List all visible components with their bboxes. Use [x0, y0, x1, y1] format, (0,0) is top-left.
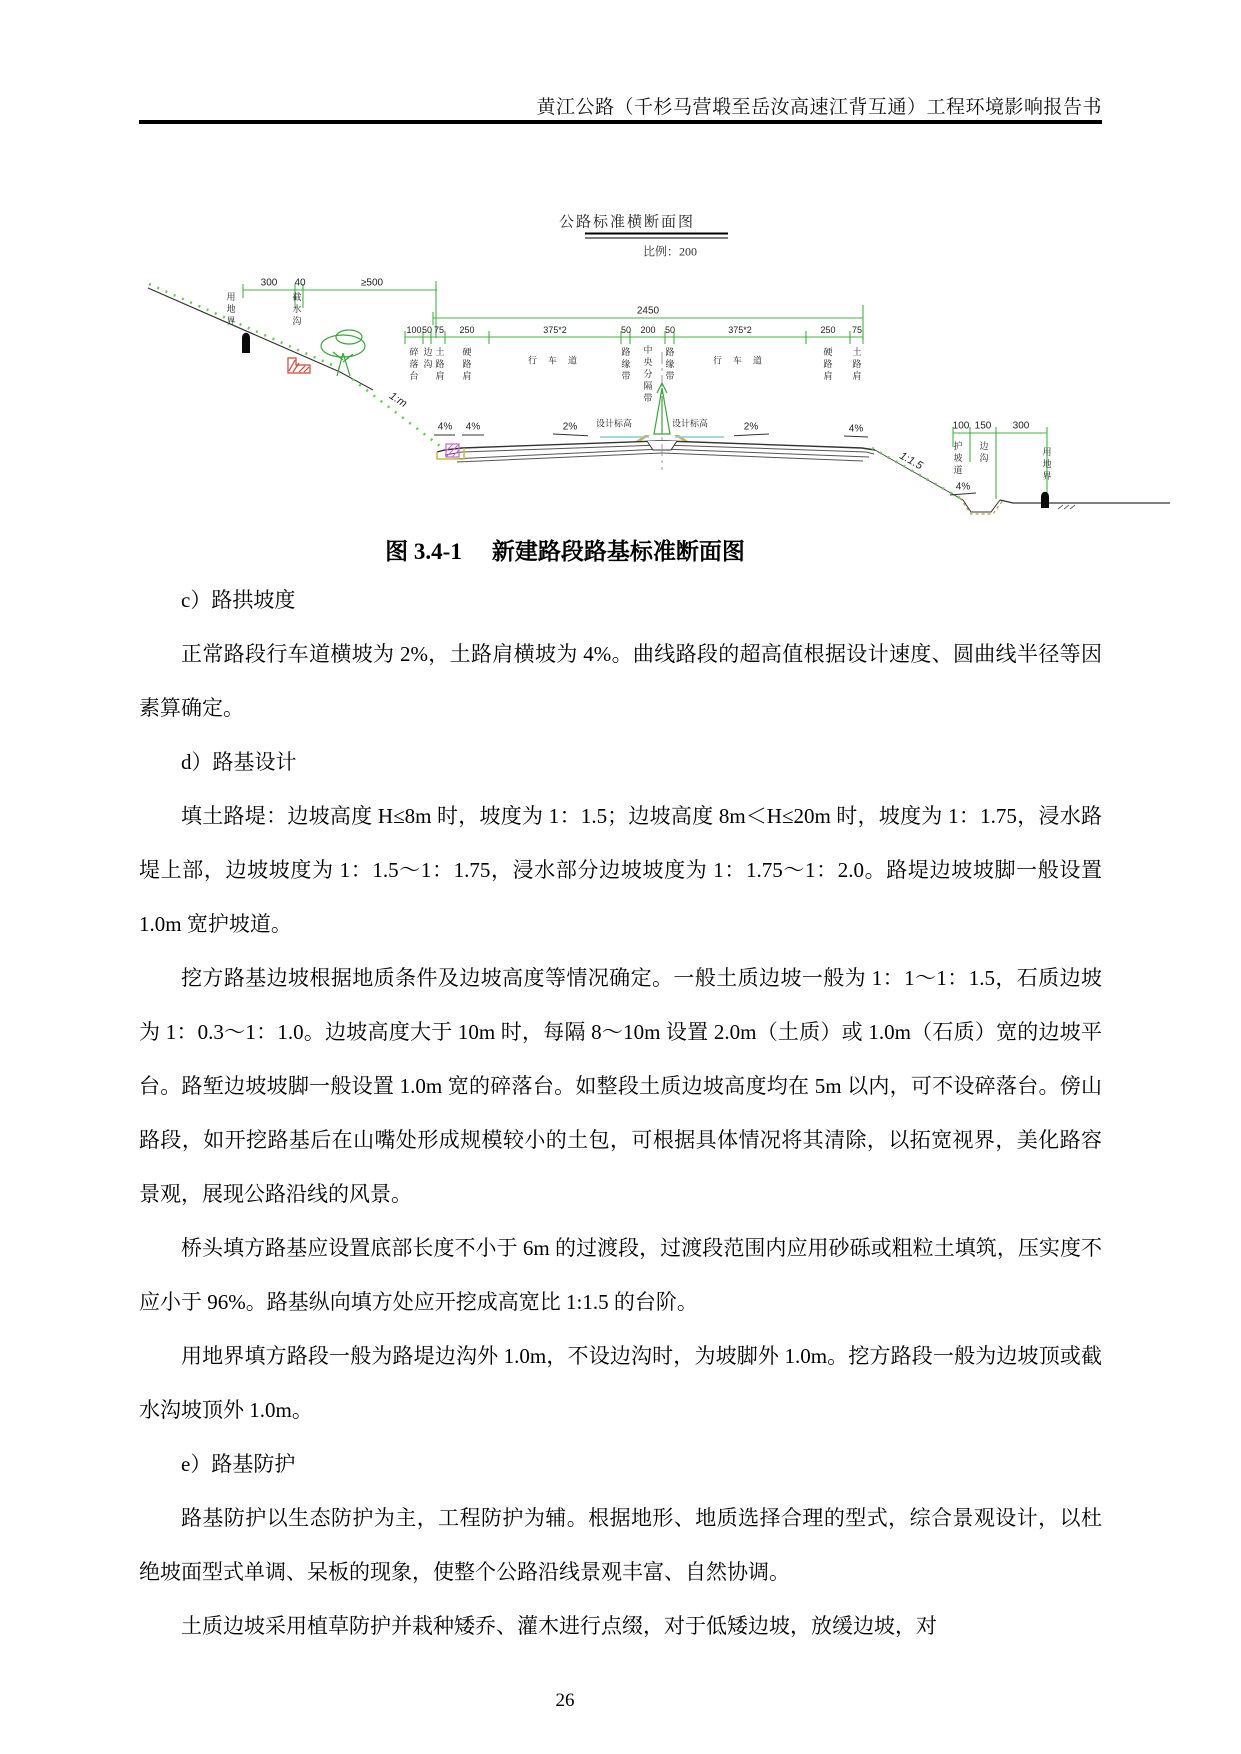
- paragraph: 挖方路基边坡根据地质条件及边坡高度等情况确定。一般土质边坡一般为 1：1～1：1.5，石质边坡为 1：0.3～1：1.0。边坡高度大于 10m 时，每隔 8～10m 设置 2.0m（土质）或 1.0m（石质）宽的边坡平台。路堑边坡坡脚一般设置 1.0m 宽的碎落台。如整段土质边坡高度均在 5m 以内，可不设碎落台。傍山路段，如开挖路基后在山嘴处形成规模较小的土包，可根据具体情况将其清除，以拓宽视界，美化路容景观，展现公路沿线的风景。: [139, 966, 1102, 1206]
- dim-label: 200: [640, 325, 656, 335]
- label-hard-shoulder-left: 硬路肩: [461, 347, 472, 383]
- label-median: 中央分隔带: [642, 345, 653, 405]
- natural-ground-left: [148, 284, 373, 390]
- section-heading-e: e）路基防护: [181, 1452, 296, 1476]
- paragraph: 用地界填方路段一般为路堤边沟外 1.0m，不设边沟时，为坡脚外 1.0m。挖方路段一般为边坡顶或截水沟坡顶外 1.0m。: [139, 1344, 1102, 1422]
- label-right-of-way-right: 用地界: [1041, 447, 1052, 483]
- label-hard-shoulder-right: 硬路肩: [822, 347, 833, 383]
- dim-label: 50: [421, 325, 433, 335]
- paragraph: 桥头填方路基应设置底部长度不小于 6m 的过渡段，过渡段范围内应用砂砾或粗粒土填筑，压实度不应小于 96%。路基纵向填方处应开挖成高宽比 1:1.5 的台阶。: [139, 1236, 1102, 1314]
- dim-label: 75: [433, 325, 445, 335]
- dim-label-total: 2450: [636, 305, 660, 317]
- dim-label: 50: [664, 325, 676, 335]
- intercept-ditch: [288, 358, 310, 373]
- dim-label: 375*2: [728, 325, 752, 335]
- page-header-title: 黄江公路（千杉马营塅至岳汝高速江背互通）工程环境影响报告书: [536, 97, 1102, 118]
- dim-label: 75: [851, 325, 863, 335]
- tree: [321, 330, 365, 376]
- dim-label: 300: [260, 277, 278, 289]
- paragraph: 路基防护以生态防护为主，工程防护为辅。根据地形、地质选择合理的型式，综合景观设计，以杜绝坡面型式单调、呆板的现象，使整个公路沿线景观丰富、自然协调。: [139, 1506, 1102, 1584]
- section-heading-d: d）路基设计: [181, 750, 297, 774]
- label-marginal-strip-right: 路缘带: [664, 347, 675, 383]
- label-debris-platform: 碎落台: [408, 347, 419, 383]
- dim-label: 150: [974, 420, 992, 432]
- label-intercept-ditch: 截水沟: [291, 292, 302, 328]
- label-slope-protection-path: 护坡道: [952, 441, 963, 477]
- dim-label: 100: [952, 420, 970, 432]
- dim-label: 50: [620, 325, 632, 335]
- label-design-elevation-left: 设计标高: [595, 418, 633, 429]
- label-design-elevation-right: 设计标高: [671, 418, 709, 429]
- slope-4pct: 4%: [465, 421, 481, 433]
- body-text: [139, 573, 1102, 1653]
- page-number: 26: [555, 1690, 575, 1711]
- dim-label: 250: [459, 325, 475, 335]
- fill-slope: [872, 448, 963, 500]
- dim-label: ≥500: [360, 277, 384, 289]
- dim-label: 100: [406, 325, 422, 335]
- label-soil-shoulder-left: 土路肩: [434, 347, 445, 383]
- slope-4pct: 4%: [955, 481, 971, 493]
- figure-title: 公路标准横断面图: [558, 214, 696, 231]
- cross-section-drawing: [0, 0, 1241, 565]
- boundary-marker-right: [1041, 492, 1049, 508]
- cut-slope-ratio: 1:m: [387, 389, 409, 411]
- label-right-of-way-left: 用地界: [225, 292, 236, 328]
- right-ditch: [960, 498, 1170, 514]
- dim-label: 375*2: [543, 325, 567, 335]
- median-plant: [654, 383, 670, 434]
- title-underline: [585, 234, 728, 239]
- fill-slope-ratio: 1:1.5: [897, 449, 925, 473]
- slope-4pct: 4%: [848, 423, 864, 435]
- dim-label: 40: [294, 277, 306, 289]
- label-soil-shoulder-right: 土路肩: [851, 347, 862, 383]
- section-heading-c: c）路拱坡度: [181, 588, 296, 612]
- paragraph: 正常路段行车道横坡为 2%，土路肩横坡为 4%。曲线路段的超高值根据设计速度、圆曲线半径等因素算确定。: [139, 642, 1102, 720]
- figure-scale: 比例：200: [642, 244, 698, 259]
- dim-label: 300: [1012, 420, 1030, 432]
- dim-label: 250: [820, 325, 836, 335]
- paragraph: 土质边坡采用植草防护并栽种矮乔、灌木进行点缀，对于低矮边坡，放缓边坡，对: [181, 1614, 937, 1638]
- cut-slope: [352, 379, 440, 446]
- paragraph: 填土路堤：边坡高度 H≤8m 时，坡度为 1：1.5；边坡高度 8m＜H≤20m 时，坡度为 1：1.75，浸水路堤上部，边坡坡度为 1：1.5～1：1.75，浸水部分边坡坡度为 1：1.75～1：2.0。路堤边坡坡脚一般设置 1.0m 宽护坡道。: [139, 804, 1102, 936]
- slope-marks: [434, 434, 976, 495]
- label-carriageway-left: 行车道: [527, 355, 589, 366]
- figure-caption-number: 图 3.4-1: [385, 539, 462, 564]
- boundary-marker-left: [242, 333, 250, 353]
- slope-4pct: 4%: [437, 421, 453, 433]
- label-carriageway-right: 行车道: [712, 355, 774, 366]
- slope-2pct: 2%: [743, 421, 759, 433]
- label-side-ditch-left: 边沟: [422, 347, 433, 371]
- cross-section-figure: [0, 0, 1241, 565]
- label-marginal-strip-left: 路缘带: [620, 347, 631, 383]
- figure-caption-title: 新建路段路基标准断面图: [491, 539, 745, 564]
- figure-caption: [265, 533, 865, 566]
- slope-2pct: 2%: [562, 421, 578, 433]
- label-side-ditch-right: 边沟: [978, 441, 989, 465]
